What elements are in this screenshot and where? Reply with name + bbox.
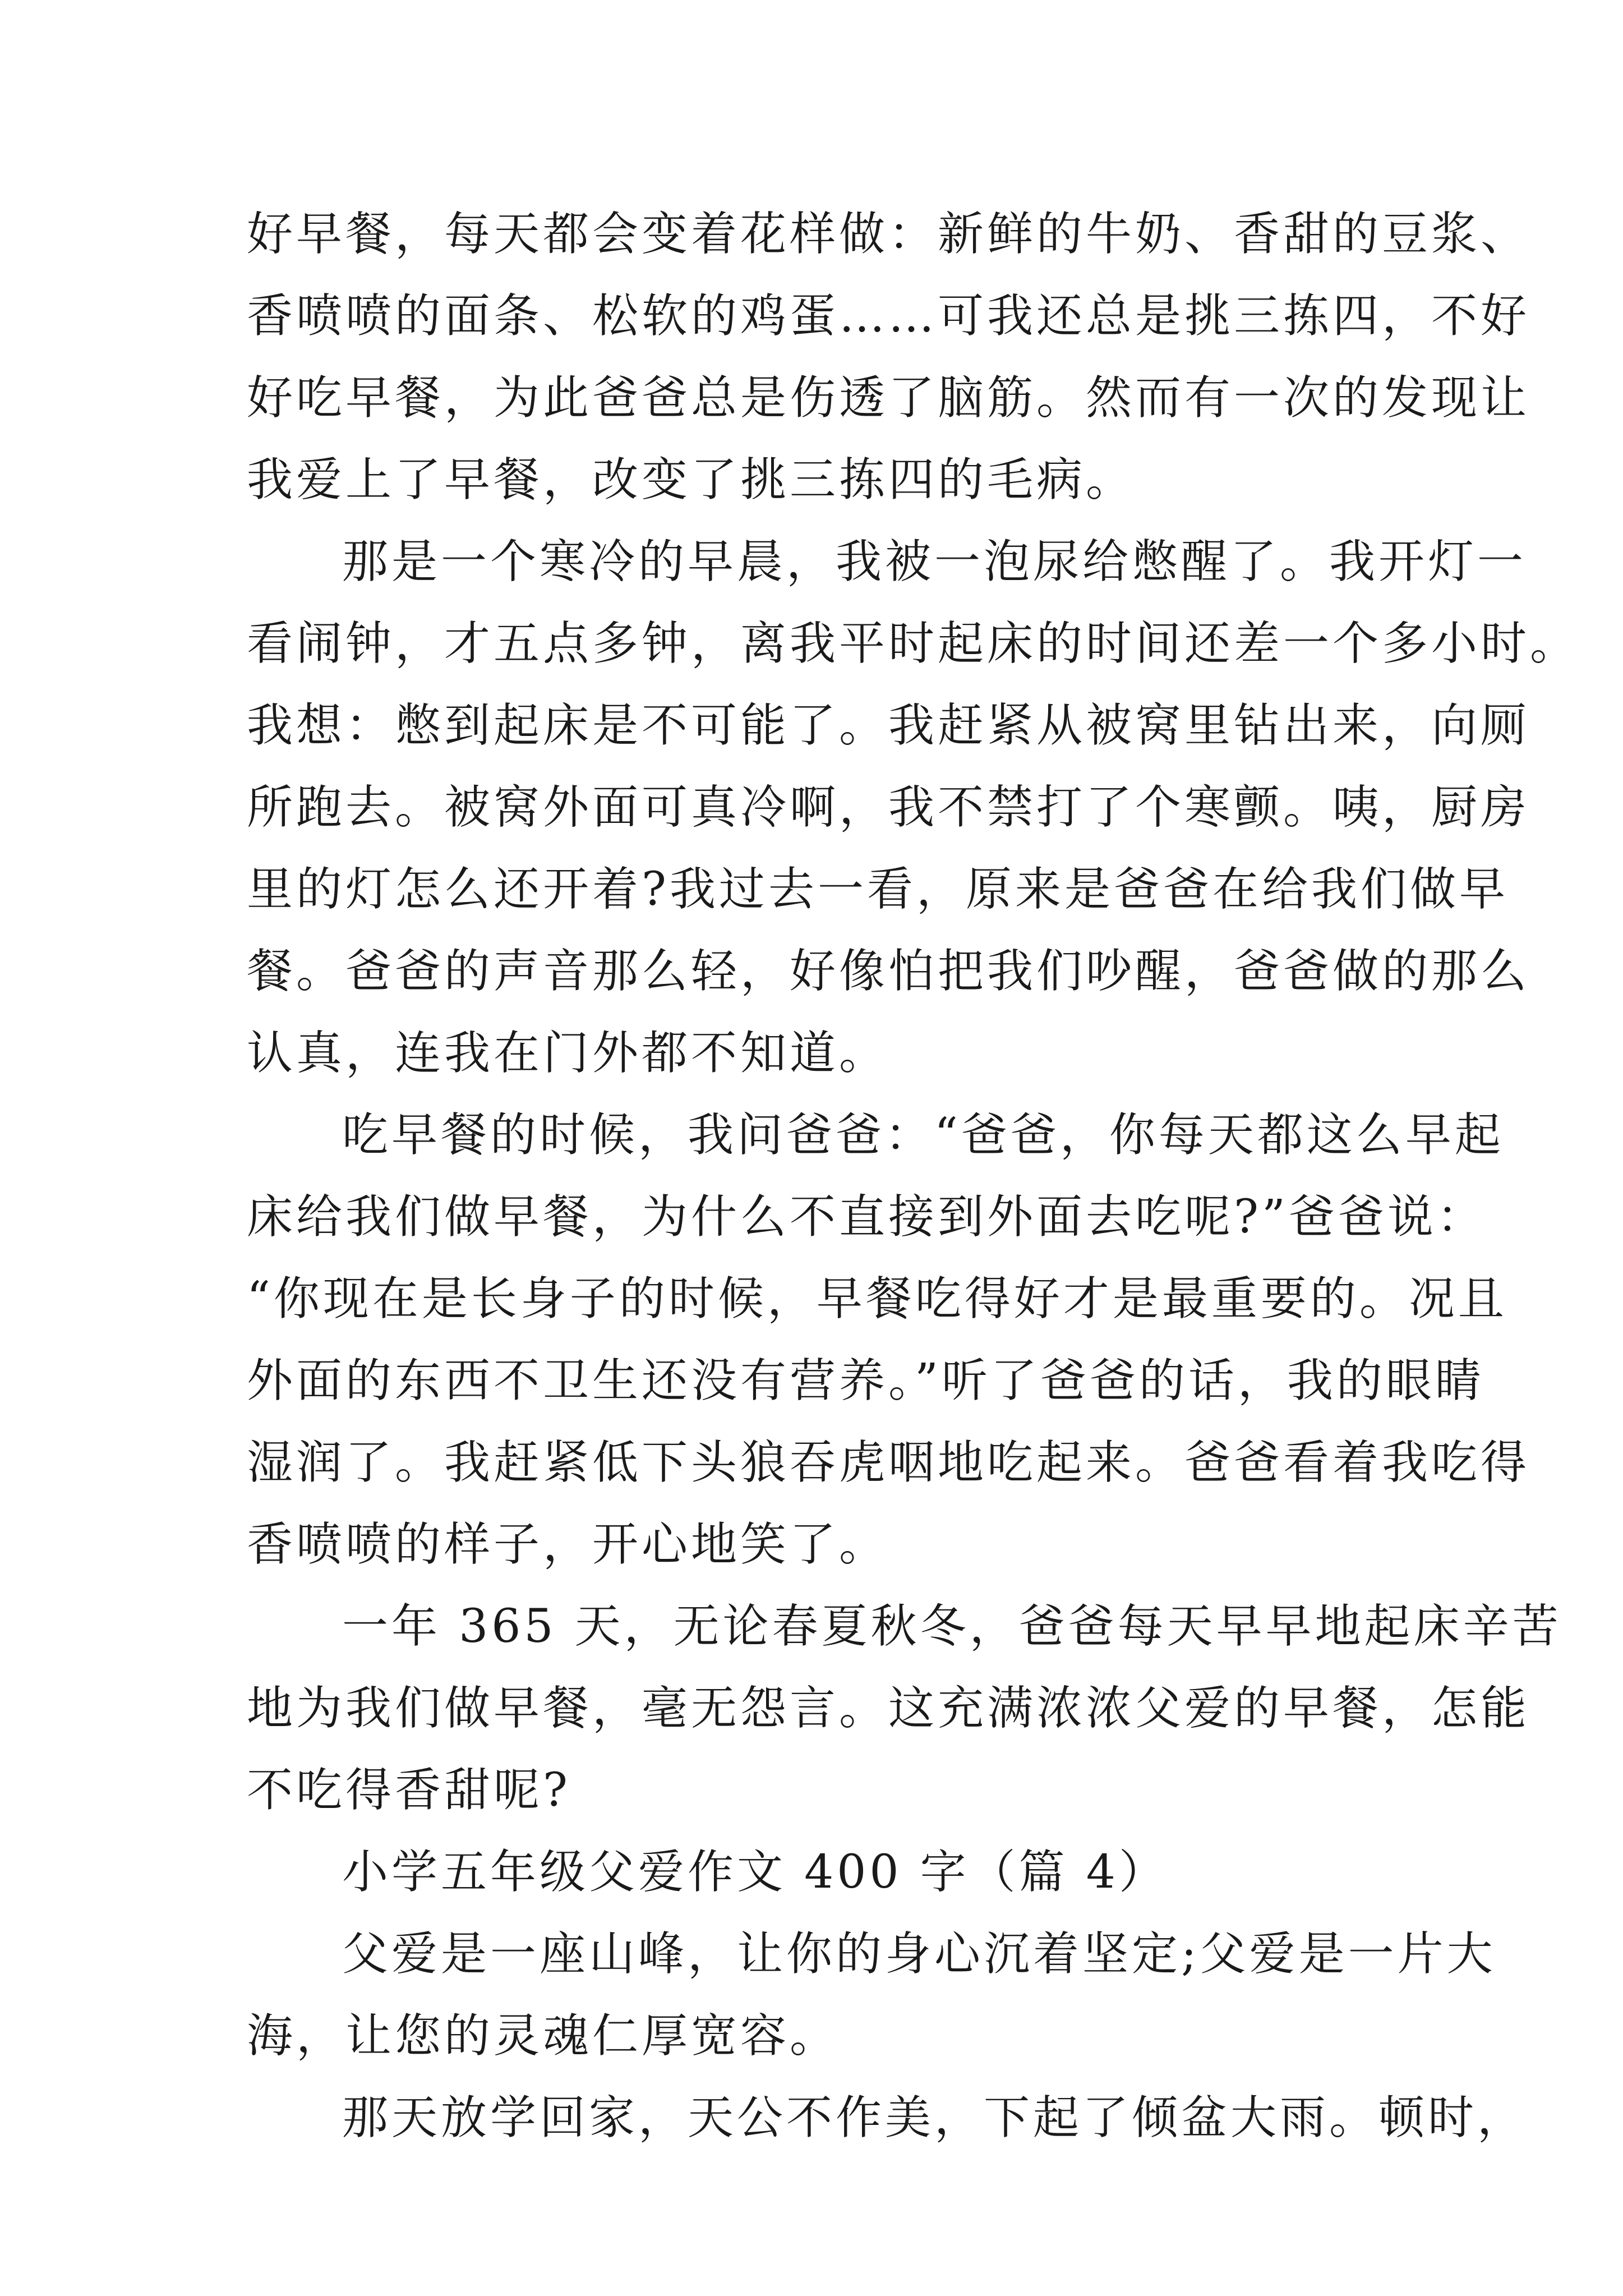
text-line: 看闹钟，才五点多钟，离我平时起床的时间还差一个多小时。 [247,617,1580,670]
text-line: 里的灯怎么还开着?我过去一看，原来是爸爸在给我们做早 [247,863,1509,916]
text-line: 地为我们做早餐，毫无怨言。这充满浓浓父爱的早餐，怎能 [247,1682,1530,1735]
text-line: 认真，连我在门外都不知道。 [247,1027,889,1080]
text-line: 好吃早餐，为此爸爸总是伤透了脑筋。然而有一次的发现让 [247,371,1530,425]
text-line: 小学五年级父爱作文 400 字（篇 4） [342,1846,1168,1899]
text-line: 所跑去。被窝外面可真冷啊，我不禁打了个寒颤。咦，厨房 [247,781,1530,834]
text-line: 我爱上了早餐，改变了挑三拣四的毛病。 [247,453,1136,507]
text-line: “你现在是长身子的时候，早餐吃得好才是最重要的。况且 [247,1272,1507,1326]
text-line: 那是一个寒冷的早晨，我被一泡尿给憋醒了。我开灯一 [342,535,1527,588]
text-line: 香喷喷的样子，开心地笑了。 [247,1518,889,1571]
text-line: 一年 365 天，无论春夏秋冬，爸爸每天早早地起床辛苦 [342,1600,1562,1653]
text-line: 我想：憋到起床是不可能了。我赶紧从被窝里钻出来，向厕 [247,699,1530,752]
text-line: 香喷喷的面条、松软的鸡蛋……可我还总是挑三拣四，不好 [247,289,1530,343]
text-line: 海，让您的灵魂仁厚宽容。 [247,2009,840,2063]
text-line: 好早餐，每天都会变着花样做：新鲜的牛奶、香甜的豆浆、 [247,208,1530,261]
text-line: 餐。爸爸的声音那么轻，好像怕把我们吵醒，爸爸做的那么 [247,945,1530,998]
text-line: 吃早餐的时候，我问爸爸：“爸爸，你每天都这么早起 [342,1108,1504,1162]
text-line: 父爱是一座山峰，让你的身心沉着坚定;父爱是一片大 [342,1927,1496,1981]
text-line: 那天放学回家，天公不作美，下起了倾盆大雨。顿时， [342,2091,1527,2145]
text-line: 不吃得香甜呢? [247,1764,571,1817]
text-line: 床给我们做早餐，为什么不直接到外面去吃呢?”爸爸说： [247,1190,1486,1244]
document-body [247,194,1580,2159]
text-line: 外面的东西不卫生还没有营养。”听了爸爸的话，我的眼睛 [247,1354,1484,1407]
text-line: 湿润了。我赶紧低下头狼吞虎咽地吃起来。爸爸看着我吃得 [247,1436,1530,1489]
